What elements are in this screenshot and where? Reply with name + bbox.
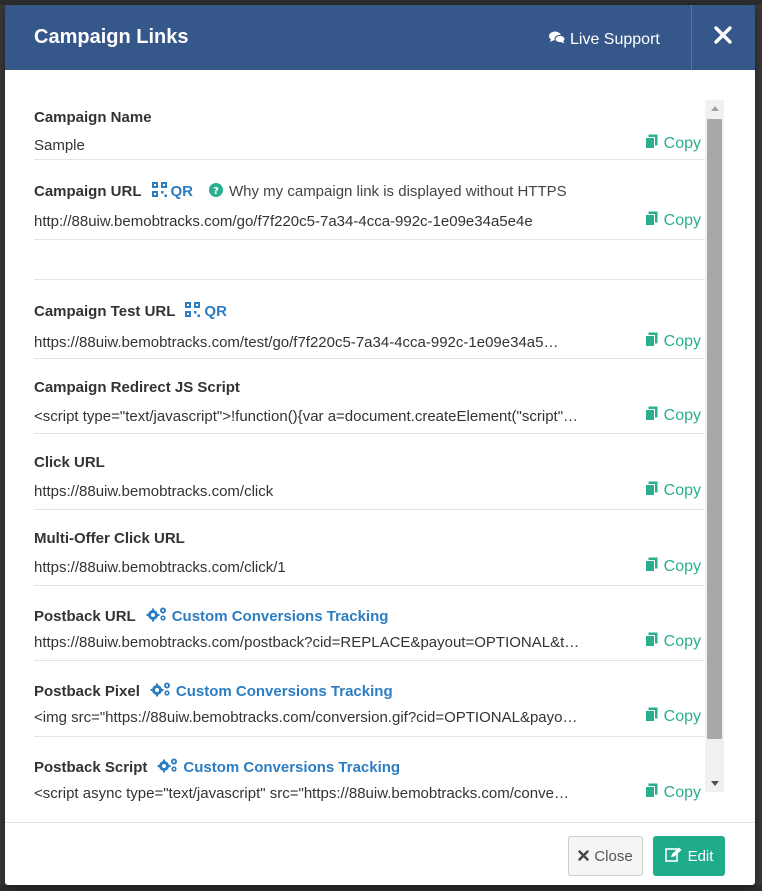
close-icon bbox=[714, 26, 732, 49]
svg-text:?: ? bbox=[213, 185, 219, 197]
edit-button[interactable] bbox=[653, 836, 725, 876]
copy-label: Copy bbox=[663, 708, 701, 725]
gears-icon bbox=[157, 757, 179, 777]
copy-icon bbox=[645, 406, 658, 426]
field-redirect-js-script bbox=[34, 359, 706, 434]
vertical-scrollbar[interactable] bbox=[705, 100, 724, 792]
copy-button[interactable] bbox=[645, 406, 701, 426]
field-label-row bbox=[34, 302, 227, 321]
qr-label: QR bbox=[170, 183, 194, 200]
scroll-up-arrow[interactable] bbox=[705, 100, 724, 117]
copy-button[interactable] bbox=[645, 332, 701, 352]
field-click-url bbox=[34, 434, 706, 510]
copy-label: Copy bbox=[663, 333, 701, 350]
copy-label: Copy bbox=[663, 407, 701, 424]
custom-conversions-label: Custom Conversions Tracking bbox=[183, 758, 401, 776]
field-postback-url bbox=[34, 586, 706, 661]
close-button[interactable] bbox=[568, 836, 643, 876]
copy-label: Copy bbox=[663, 482, 701, 499]
campaign-links-modal bbox=[5, 5, 755, 885]
field-postback-pixel bbox=[34, 661, 706, 737]
copy-button[interactable] bbox=[645, 783, 701, 803]
close-icon bbox=[578, 848, 589, 865]
copy-icon bbox=[645, 707, 658, 727]
field-label: Campaign Redirect JS Script bbox=[34, 379, 240, 396]
copy-icon bbox=[645, 211, 658, 231]
copy-button[interactable] bbox=[645, 707, 701, 727]
qr-link[interactable] bbox=[152, 182, 194, 201]
field-value: https://88uiw.bemobtracks.com/click/1 bbox=[34, 559, 286, 576]
field-label: Postback URL bbox=[34, 607, 136, 625]
edit-icon bbox=[665, 847, 682, 866]
field-label-row bbox=[34, 606, 388, 626]
copy-label: Copy bbox=[663, 784, 701, 801]
qr-icon bbox=[185, 302, 200, 321]
field-label: Postback Script bbox=[34, 758, 148, 776]
help-label: Why my campaign link is displayed without HTTPS bbox=[229, 183, 567, 200]
qr-label: QR bbox=[204, 303, 227, 320]
footer-divider bbox=[5, 822, 755, 823]
copy-label: Copy bbox=[663, 558, 701, 575]
gears-icon bbox=[150, 681, 172, 701]
chat-bubbles-icon bbox=[549, 31, 565, 49]
field-campaign-name bbox=[34, 100, 706, 160]
custom-conversions-label: Custom Conversions Tracking bbox=[171, 607, 389, 625]
field-value: <script async type="text/javascript" src="https://88uiw.bemobtracks.com/conve… bbox=[34, 785, 569, 802]
field-label: Campaign Name bbox=[34, 109, 152, 126]
field-label-row bbox=[34, 757, 400, 777]
modal-title: Campaign Links bbox=[34, 26, 189, 48]
copy-icon bbox=[645, 557, 658, 577]
live-support-label: Live Support bbox=[570, 31, 660, 48]
copy-label: Copy bbox=[663, 135, 701, 152]
copy-icon bbox=[645, 481, 658, 501]
custom-conversions-tracking-link[interactable] bbox=[157, 757, 400, 777]
custom-conversions-tracking-link[interactable] bbox=[146, 606, 389, 626]
field-value: Sample bbox=[34, 137, 85, 154]
field-label: Postback Pixel bbox=[34, 682, 140, 700]
copy-button[interactable] bbox=[645, 134, 701, 154]
field-multi-offer-click-url bbox=[34, 510, 706, 586]
copy-button[interactable] bbox=[645, 557, 701, 577]
qr-icon bbox=[152, 182, 167, 201]
copy-icon bbox=[645, 134, 658, 154]
close-button-label: Close bbox=[594, 847, 633, 865]
copy-icon bbox=[645, 332, 658, 352]
scroll-down-arrow[interactable] bbox=[705, 775, 724, 792]
field-value: <img src="https://88uiw.bemobtracks.com/conversion.gif?cid=OPTIONAL&payo… bbox=[34, 709, 578, 726]
copy-label: Copy bbox=[663, 633, 701, 650]
field-label-row bbox=[34, 681, 393, 701]
field-campaign-test-url bbox=[34, 280, 706, 359]
field-label: Campaign Test URL bbox=[34, 303, 176, 320]
question-circle-icon bbox=[209, 183, 223, 201]
close-modal-button[interactable] bbox=[691, 5, 755, 70]
edit-button-label: Edit bbox=[687, 847, 714, 865]
custom-conversions-label: Custom Conversions Tracking bbox=[175, 682, 393, 700]
copy-icon bbox=[645, 632, 658, 652]
gears-icon bbox=[146, 606, 168, 626]
qr-link[interactable] bbox=[185, 302, 227, 321]
modal-body bbox=[5, 70, 755, 822]
empty-separator-row bbox=[34, 240, 706, 280]
field-value: https://88uiw.bemobtracks.com/click bbox=[34, 483, 274, 500]
modal-header bbox=[5, 5, 755, 70]
field-value: https://88uiw.bemobtracks.com/postback?cid=REPLACE&payout=OPTIONAL&t… bbox=[34, 634, 580, 651]
field-label: Click URL bbox=[34, 454, 105, 471]
field-value: http://88uiw.bemobtracks.com/go/f7f220c5-7a34-4cca-992c-1e09e34a5e4e bbox=[34, 213, 533, 230]
live-support-link[interactable] bbox=[549, 31, 660, 49]
field-label-row bbox=[34, 182, 567, 201]
copy-button[interactable] bbox=[645, 632, 701, 652]
copy-button[interactable] bbox=[645, 481, 701, 501]
field-value: <script type="text/javascript">!function(){var a=document.createElement("script"… bbox=[34, 408, 579, 425]
custom-conversions-tracking-link[interactable] bbox=[150, 681, 393, 701]
field-campaign-url bbox=[34, 160, 706, 240]
copy-label: Copy bbox=[663, 212, 701, 229]
https-help-link[interactable] bbox=[209, 183, 567, 201]
field-label: Campaign URL bbox=[34, 183, 142, 200]
links-list[interactable] bbox=[34, 100, 706, 802]
scrollbar-thumb[interactable] bbox=[707, 119, 722, 739]
field-postback-script bbox=[34, 737, 706, 813]
field-label: Multi-Offer Click URL bbox=[34, 530, 185, 547]
backdrop-strip bbox=[0, 885, 762, 891]
field-value: https://88uiw.bemobtracks.com/test/go/f7f220c5-7a34-4cca-992c-1e09e34a5… bbox=[34, 334, 559, 351]
copy-icon bbox=[645, 783, 658, 803]
copy-button[interactable] bbox=[645, 211, 701, 231]
